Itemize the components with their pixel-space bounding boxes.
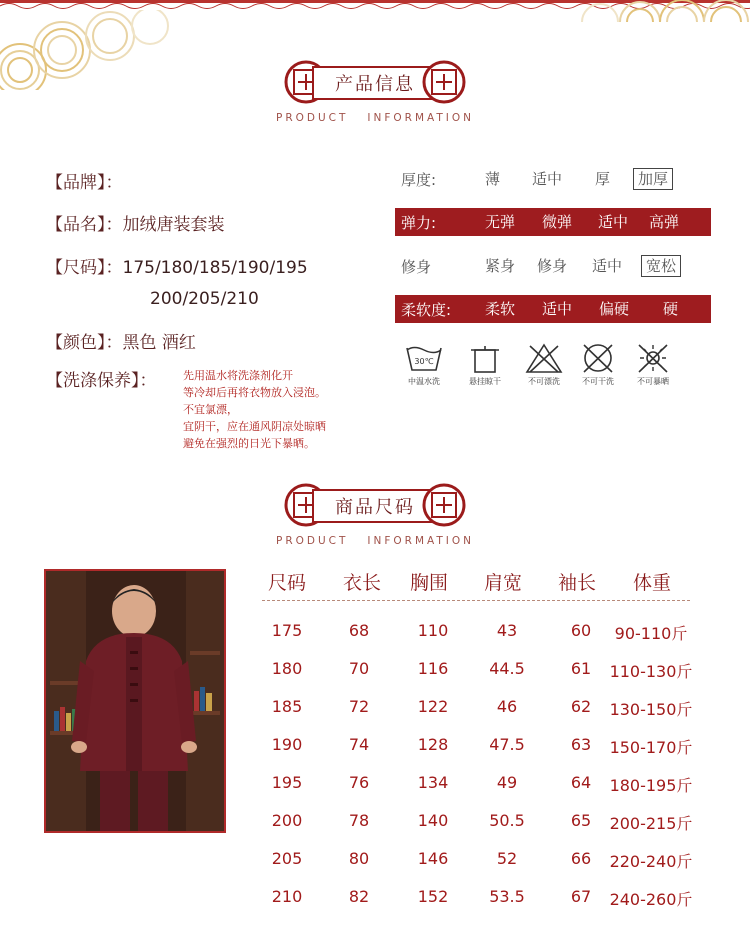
- table-cell: 152: [417, 887, 449, 906]
- table-cell: 205: [271, 849, 303, 868]
- table-cell: 46: [496, 697, 518, 716]
- care-instructions: [183, 367, 383, 452]
- property-name: 修身: [401, 257, 432, 276]
- table-cell: 220-240斤: [609, 852, 693, 871]
- wash-label: 悬挂晾干: [469, 377, 501, 386]
- property-row-fit: [395, 252, 711, 280]
- table-cell: 47.5: [489, 735, 525, 754]
- info-brand: [46, 168, 123, 193]
- table-cell: 63: [570, 735, 592, 754]
- care-line: 先用温水将洗涤剂化开: [183, 369, 293, 382]
- table-header-chest: 胸围: [410, 572, 449, 594]
- care-line: 不宜氯漂，: [183, 403, 238, 416]
- table-cell: 128: [417, 735, 449, 754]
- brand-label: 【品牌】：: [46, 173, 123, 193]
- property-option-selected: 加厚: [633, 168, 673, 190]
- table-header-size: 尺码: [268, 572, 307, 594]
- info-name: [46, 210, 225, 235]
- table-cell: 52: [496, 849, 518, 868]
- table-cell: 74: [348, 735, 370, 754]
- section-header-size: [0, 489, 750, 569]
- table-cell: 116: [417, 659, 449, 678]
- property-option: 柔软: [485, 300, 516, 318]
- property-option: 硬: [663, 300, 679, 318]
- wash-label: 中温水洗: [408, 377, 440, 386]
- no-dryclean-icon: [572, 342, 624, 387]
- table-cell: 134: [417, 773, 449, 792]
- table-header-shoulder: 肩宽: [484, 572, 523, 594]
- section-subtitle: PRODUCT INFORMATION: [275, 535, 475, 547]
- info-care: [46, 366, 157, 391]
- size-value-line2: 200/205/210: [150, 289, 259, 309]
- table-cell: 64: [570, 773, 592, 792]
- table-cell: 200: [271, 811, 303, 830]
- property-option: 偏硬: [599, 300, 630, 318]
- property-option-selected: 宽松: [641, 255, 681, 277]
- table-cell: 146: [417, 849, 449, 868]
- color-label: 【颜色】：: [46, 333, 123, 353]
- property-row-elasticity: [395, 208, 711, 236]
- table-cell: 195: [271, 773, 303, 792]
- table-cell: 44.5: [489, 659, 525, 678]
- info-size: [46, 253, 308, 278]
- table-cell: 53.5: [489, 887, 525, 906]
- table-header-sleeve: 袖长: [558, 572, 597, 594]
- wash-label: 不可暴晒: [637, 377, 669, 386]
- property-option: 紧身: [485, 257, 516, 275]
- medallion-ornament-right: [422, 483, 466, 527]
- table-cell: 66: [570, 849, 592, 868]
- table-cell: 185: [271, 697, 303, 716]
- table-cell: 49: [496, 773, 518, 792]
- model-illustration: [46, 571, 224, 831]
- size-value: 175/180/185/190/195: [122, 258, 308, 278]
- property-name: 弹力:: [401, 213, 437, 232]
- hang-dry-icon: [459, 342, 511, 387]
- property-option: 微弹: [542, 213, 573, 231]
- table-cell: 180: [271, 659, 303, 678]
- table-cell: 150-170斤: [609, 738, 693, 757]
- property-name: 厚度:: [401, 170, 437, 189]
- table-cell: 76: [348, 773, 370, 792]
- table-cell: 90-110斤: [614, 624, 688, 643]
- table-cell: 82: [348, 887, 370, 906]
- property-row-softness: [395, 295, 711, 323]
- medallion-ornament-right: [422, 60, 466, 104]
- table-cell: 140: [417, 811, 449, 830]
- info-color: [46, 328, 196, 353]
- property-option: 无弹: [485, 213, 516, 231]
- property-option: 厚: [595, 170, 611, 188]
- section-subtitle: PRODUCT INFORMATION: [275, 112, 475, 124]
- table-cell: 68: [348, 621, 370, 640]
- property-option: 适中: [598, 213, 629, 231]
- name-value: 加绒唐装套装: [122, 215, 225, 235]
- wash-temp: 30℃: [414, 357, 434, 366]
- table-cell: 210: [271, 887, 303, 906]
- property-option: 薄: [485, 170, 501, 188]
- table-cell: 67: [570, 887, 592, 906]
- table-cell: 200-215斤: [609, 814, 693, 833]
- table-header-length: 衣长: [343, 572, 382, 594]
- table-cell: 122: [417, 697, 449, 716]
- section-title: 产品信息: [312, 66, 438, 100]
- table-cell: 80: [348, 849, 370, 868]
- table-cell: 110-130斤: [609, 662, 693, 681]
- property-option: 适中: [592, 257, 623, 275]
- wash-label: 不可漂洗: [528, 377, 560, 386]
- table-cell: 62: [570, 697, 592, 716]
- property-option: 高弹: [649, 213, 680, 231]
- property-option: 适中: [532, 170, 563, 188]
- care-line: 避免在强烈的日光下暴晒。: [183, 437, 315, 450]
- care-label: 【洗涤保养】：: [46, 371, 157, 391]
- table-cell: 240-260斤: [609, 890, 693, 909]
- table-cell: 180-195斤: [609, 776, 693, 795]
- no-tumble-dry-icon: [627, 342, 679, 387]
- property-name: 柔软度:: [401, 300, 452, 319]
- table-cell: 175: [271, 621, 303, 640]
- table-cell: 61: [570, 659, 592, 678]
- table-header-weight: 体重: [633, 572, 672, 594]
- care-line: 等冷却后再将衣物放入浸泡。: [183, 386, 326, 399]
- property-option: 适中: [542, 300, 573, 318]
- model-photo: [44, 569, 226, 833]
- wash-label: 不可干洗: [582, 377, 614, 386]
- table-cell: 78: [348, 811, 370, 830]
- wash-30c-icon: [398, 342, 450, 387]
- section-header-product-info: [0, 66, 750, 146]
- table-cell: 130-150斤: [609, 700, 693, 719]
- table-cell: 60: [570, 621, 592, 640]
- table-cell: 65: [570, 811, 592, 830]
- info-size-continued: [150, 289, 259, 309]
- care-line: 宜阴干，应在通风阴凉处晾晒: [183, 420, 326, 433]
- property-option: 修身: [537, 257, 568, 275]
- table-cell: 43: [496, 621, 518, 640]
- no-bleach-icon: [518, 342, 570, 387]
- size-label: 【尺码】：: [46, 258, 123, 278]
- table-cell: 190: [271, 735, 303, 754]
- table-cell: 110: [417, 621, 449, 640]
- name-label: 【品名】：: [46, 215, 123, 235]
- table-header-divider: [262, 600, 690, 601]
- table-cell: 72: [348, 697, 370, 716]
- table-cell: 70: [348, 659, 370, 678]
- table-cell: 50.5: [489, 811, 525, 830]
- property-row-thickness: [395, 165, 711, 193]
- cloud-wave-ornament-right: [570, 0, 750, 22]
- color-value: 黑色 酒红: [122, 333, 196, 353]
- section-title: 商品尺码: [312, 489, 438, 523]
